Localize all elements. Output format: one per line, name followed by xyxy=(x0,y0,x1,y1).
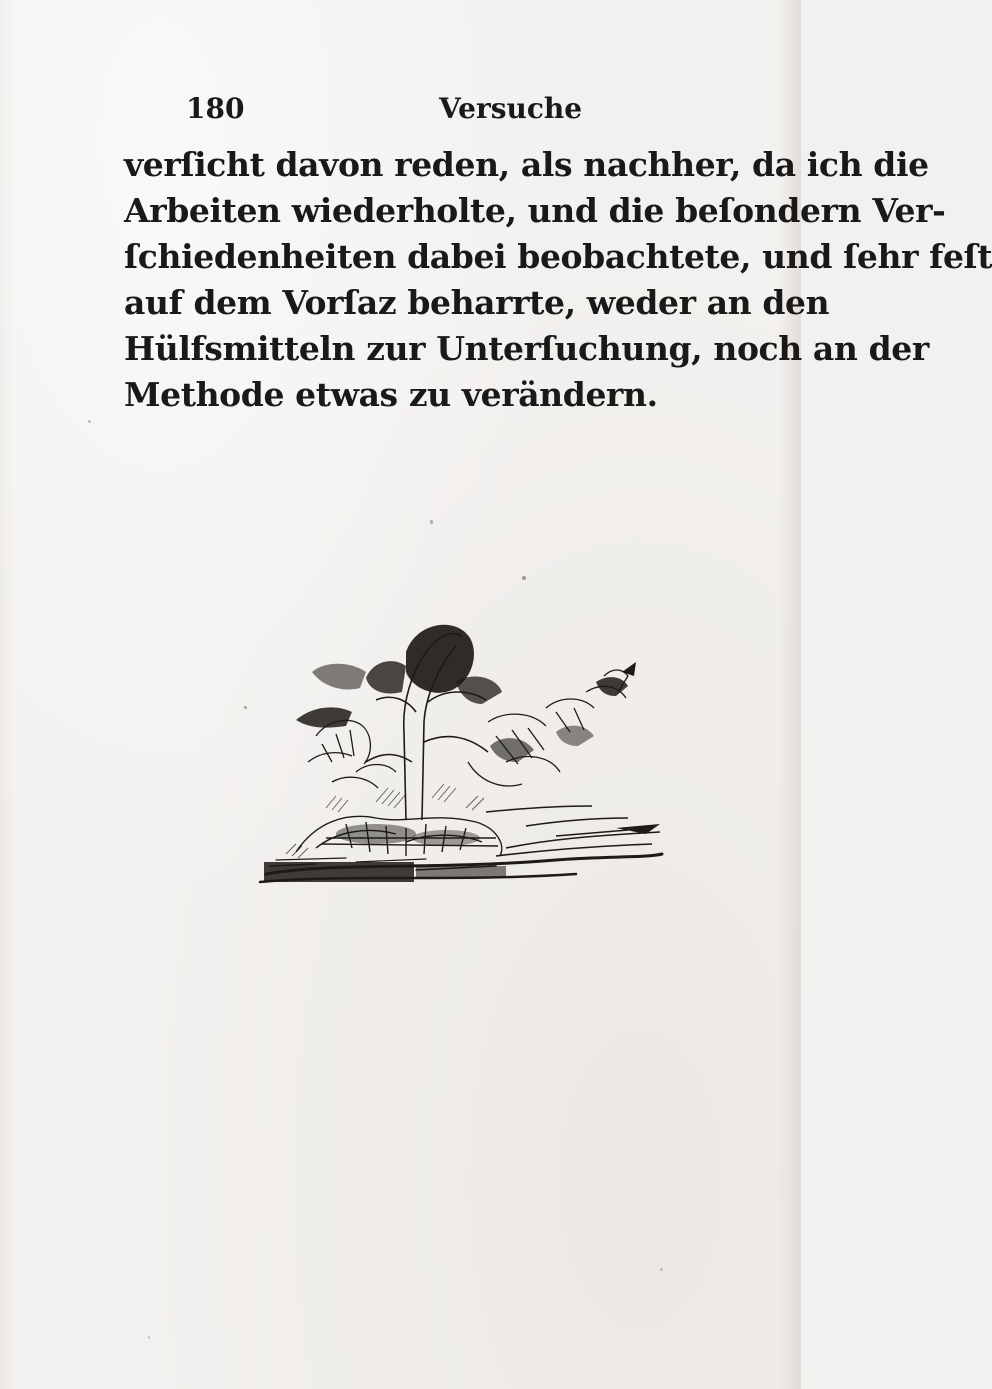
text-line: auf dem Vorſaz beharrte, weder an den xyxy=(124,283,830,322)
text-line: Methode etwas zu verändern. xyxy=(124,375,658,414)
text-line: Hülfsmitteln zur Unterſuchung, noch an der xyxy=(124,329,929,368)
paper-speck xyxy=(522,576,526,580)
running-head xyxy=(186,92,586,132)
text-line: Arbeiten wiederholte, und die beſondern Ver- xyxy=(124,191,946,230)
page-number: 180 xyxy=(186,92,245,125)
paper-speck xyxy=(430,520,433,524)
paper-speck xyxy=(148,1336,150,1339)
body-paragraph xyxy=(124,142,992,418)
text-line: verſicht davon reden, als nachher, da ich die xyxy=(124,145,929,184)
paper-speck xyxy=(244,706,247,709)
landscape-vignette-icon xyxy=(256,612,668,890)
paper-speck xyxy=(88,420,91,423)
running-title: Versuche xyxy=(439,92,583,125)
text-line: ſchiedenheiten dabei beobachtete, und ſehr feſt xyxy=(124,237,992,276)
paper-speck xyxy=(660,1268,663,1271)
